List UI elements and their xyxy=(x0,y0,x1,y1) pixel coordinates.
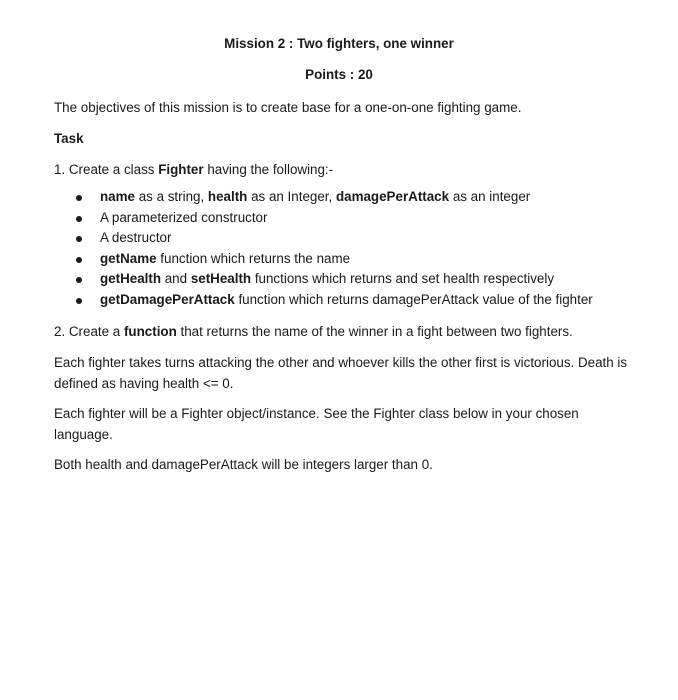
bullet-icon xyxy=(76,216,82,222)
requirement-keyword: getDamagePerAttack xyxy=(100,291,235,307)
intro-paragraph: The objectives of this mission is to create base for a one-on-one fighting game. xyxy=(54,100,522,115)
task-heading: Task xyxy=(54,131,84,146)
requirement-text: and xyxy=(161,271,191,286)
object-paragraph: Each fighter will be a Fighter object/instance. See the Fighter class below in your chosen language. xyxy=(54,406,579,442)
bullet-icon xyxy=(76,236,82,242)
bullet-icon xyxy=(76,298,82,304)
requirement-text: A parameterized constructor xyxy=(100,209,268,225)
requirement-item xyxy=(54,249,654,270)
requirement-keyword: name xyxy=(100,189,135,204)
requirement-text: as an Integer, xyxy=(247,189,336,204)
requirement-keyword: damagePerAttack xyxy=(335,189,450,204)
step-1-class-name: Fighter xyxy=(158,162,204,177)
requirement-item xyxy=(54,187,654,208)
step-1-prefix: 1. Create a class xyxy=(54,162,159,177)
bullet-icon xyxy=(76,277,82,283)
step-1-suffix: having the following:- xyxy=(203,162,334,177)
requirement-text: as a string, xyxy=(134,189,208,204)
step-2-suffix: that returns the name of the winner in a fight between two fighters. xyxy=(176,324,573,339)
requirements-list xyxy=(54,187,654,310)
requirement-item xyxy=(54,290,654,311)
points-label: Points : 20 xyxy=(305,67,373,82)
requirement-keyword: setHealth xyxy=(190,271,252,286)
mission-title: Mission 2 : Two fighters, one winner xyxy=(224,36,454,51)
requirement-item xyxy=(54,208,654,229)
requirement-item xyxy=(54,269,654,290)
requirement-keyword: getHealth xyxy=(100,271,162,286)
requirement-keyword: health xyxy=(207,189,248,204)
requirement-text: functions which returns and set health respectively xyxy=(251,271,555,286)
step-2-function-word: function xyxy=(123,324,177,339)
requirement-text: as an integer xyxy=(449,189,531,204)
requirement-text: function which returns the name xyxy=(156,250,351,266)
step-2-paragraph xyxy=(54,321,629,342)
bullet-icon xyxy=(76,195,82,201)
bullet-icon xyxy=(76,257,82,263)
requirement-item xyxy=(54,228,654,249)
step-2-prefix: 2. Create a xyxy=(54,324,124,339)
step-1-paragraph xyxy=(54,159,629,180)
requirement-text: A destructor xyxy=(100,230,172,245)
requirement-text: function which returns damagePerAttack value of the fighter xyxy=(234,291,593,307)
turns-paragraph: Each fighter takes turns attacking the other and whoever kills the other first is victorious. Death is defined as having health <= 0. xyxy=(54,355,628,391)
requirement-keyword: getName xyxy=(100,250,157,266)
integers-paragraph: Both health and damagePerAttack will be integers larger than 0. xyxy=(54,457,433,472)
